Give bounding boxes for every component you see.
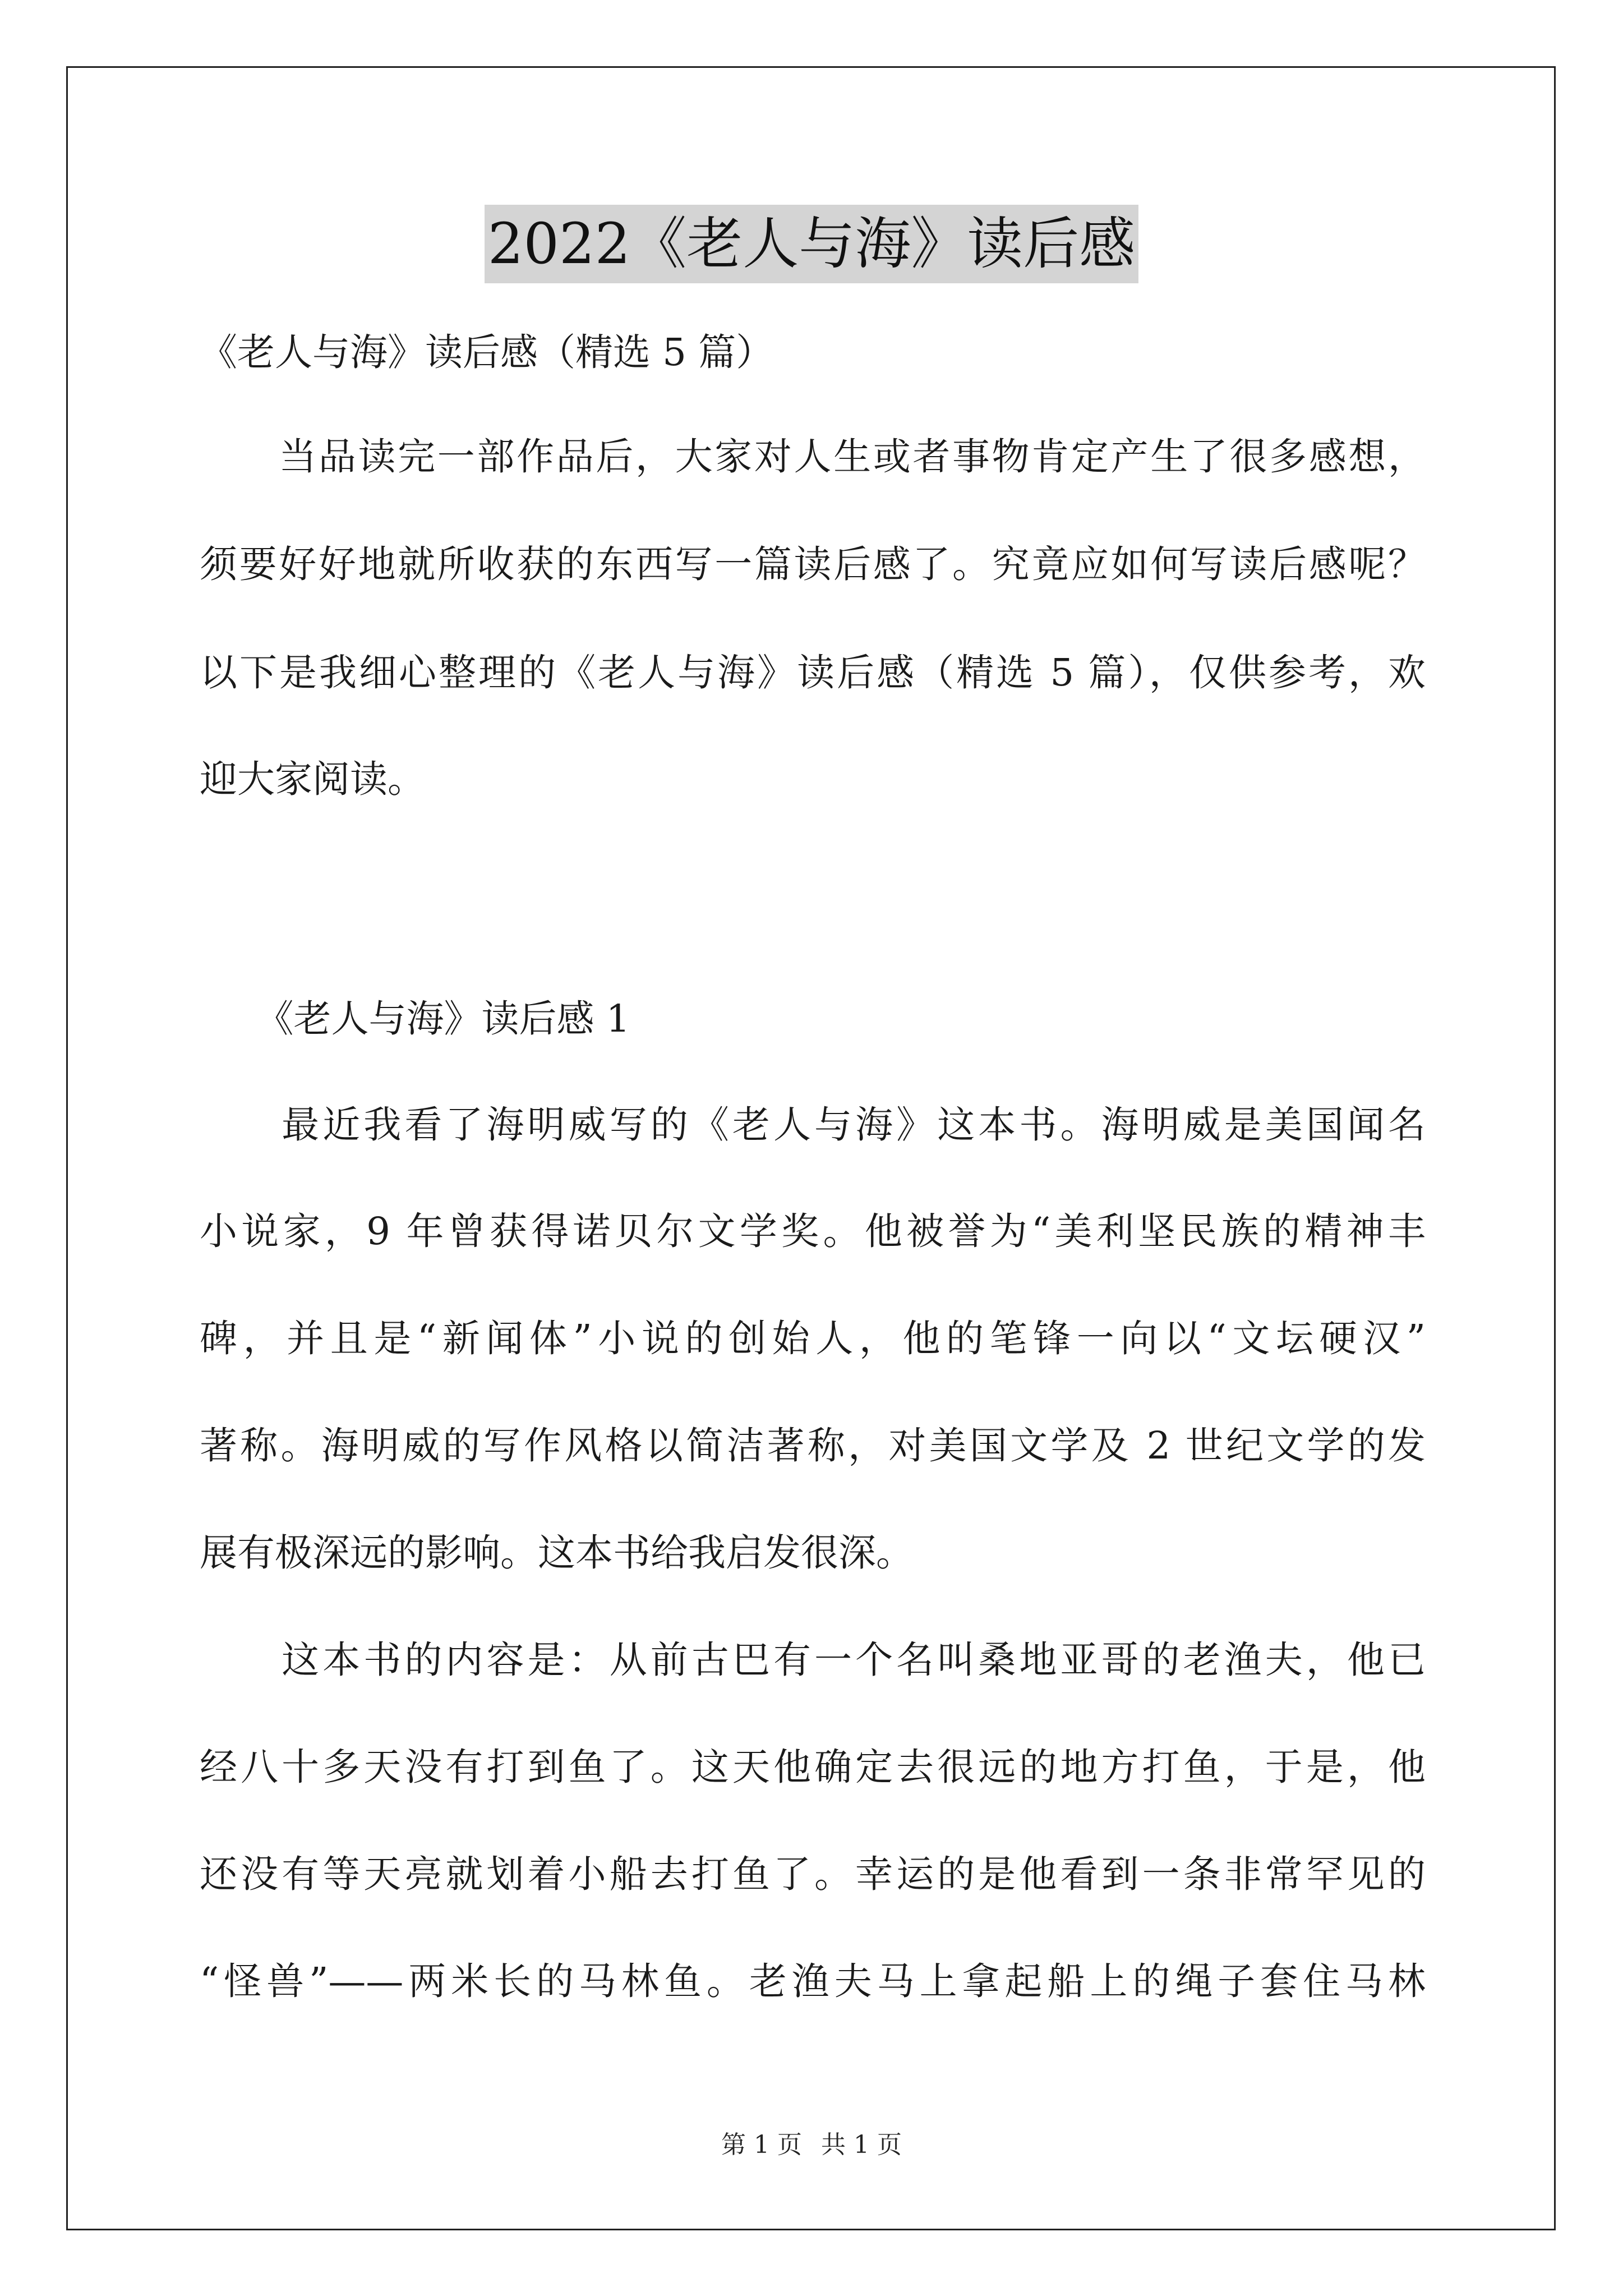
body-line: 展有极深远的影响。这本书给我启发很深。 bbox=[200, 1531, 914, 1575]
body-line: 碑，并且是“新闻体”小说的创始人，他的笔锋一向以“文坛硬汉” bbox=[200, 1317, 1426, 1360]
document-subtitle: 《老人与海》读后感（精选 5 篇） bbox=[200, 330, 774, 374]
body-line: 经八十多天没有打到鱼了。这天他确定去很远的地方打鱼，于是，他 bbox=[200, 1745, 1426, 1789]
body-line: 还没有等天亮就划着小船去打鱼了。幸运的是他看到一条非常罕见的 bbox=[200, 1852, 1426, 1896]
page-number: 第 1 页 bbox=[721, 2131, 802, 2159]
body-line: “怪兽”——两米长的马林鱼。老渔夫马上拿起船上的绳子套住马林 bbox=[200, 1959, 1426, 2003]
body-line: 著称。海明威的写作风格以简洁著称，对美国文学及 2 世纪文学的发 bbox=[200, 1424, 1426, 1467]
body-line: 这本书的内容是：从前古巴有一个名叫桑地亚哥的老渔夫，他已 bbox=[200, 1638, 1426, 1682]
document-title: 2022《老人与海》读后感 bbox=[485, 205, 1139, 283]
section-heading: 《老人与海》读后感 1 bbox=[200, 997, 630, 1041]
body-line: 小说家，9 年曾获得诺贝尔文学奖。他被誉为“美利坚民族的精神丰 bbox=[200, 1209, 1426, 1253]
intro-line: 迎大家阅读。 bbox=[200, 757, 425, 801]
page-total: 共 1 页 bbox=[821, 2131, 902, 2159]
intro-line: 须要好好地就所收获的东西写一篇读后感了。究竟应如何写读后感呢？ bbox=[200, 542, 1426, 586]
page-footer bbox=[0, 2128, 1623, 2162]
intro-line: 以下是我细心整理的《老人与海》读后感（精选 5 篇），仅供参考，欢 bbox=[200, 651, 1426, 694]
body-line: 最近我看了海明威写的《老人与海》这本书。海明威是美国闻名 bbox=[200, 1103, 1426, 1147]
title-container bbox=[0, 205, 1623, 283]
intro-line: 当品读完一部作品后，大家对人生或者事物肯定产生了很多感想， bbox=[200, 435, 1426, 478]
